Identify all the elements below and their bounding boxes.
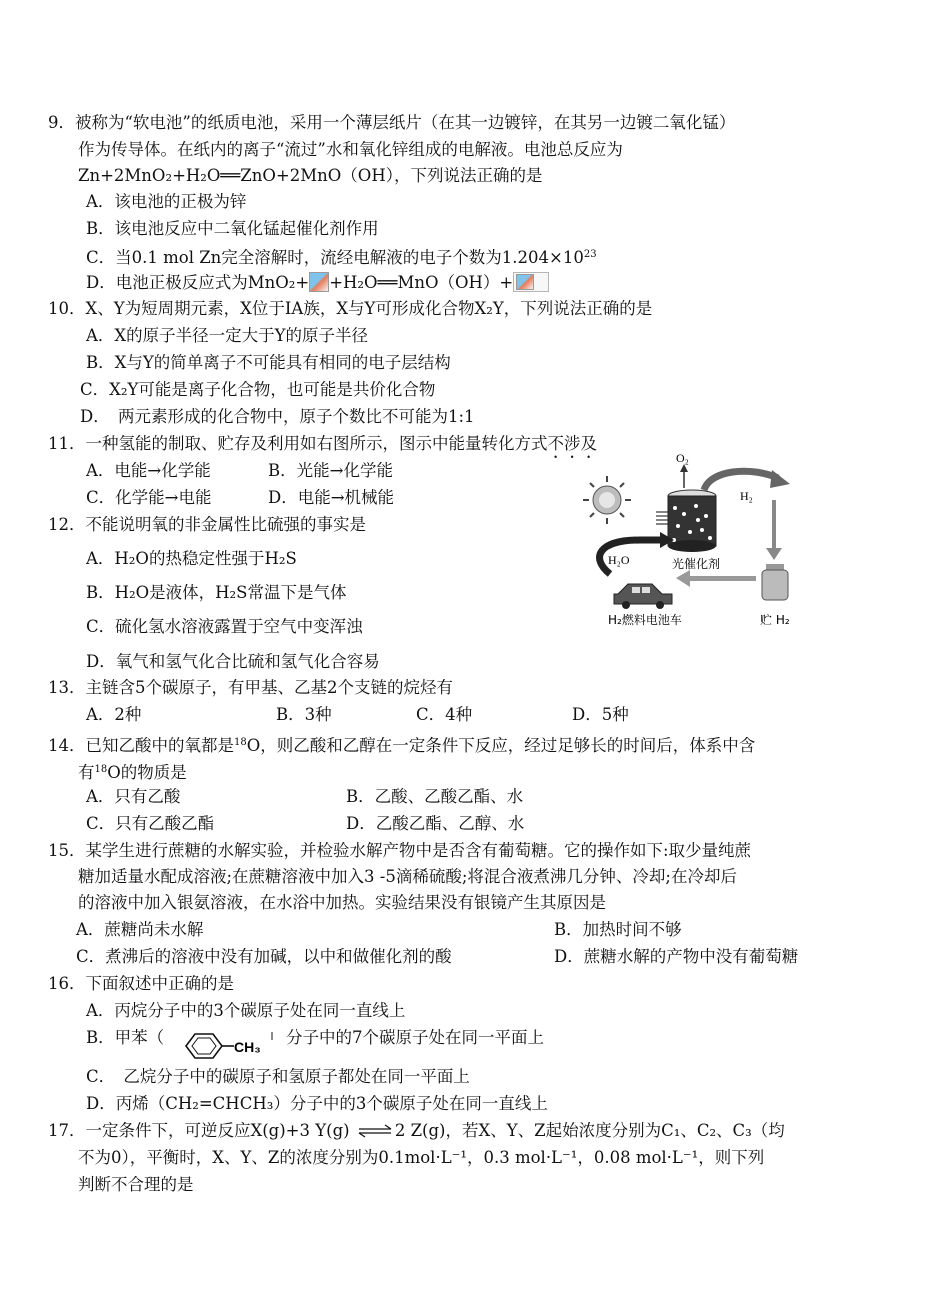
q15-option-c: C．煮沸后的溶液中没有加碱，以中和做催化剂的酸 bbox=[76, 947, 452, 966]
q13-option-d: D．5种 bbox=[572, 705, 629, 724]
q15-option-a: A．蔗糖尚未水解 bbox=[76, 920, 204, 939]
car-label: H₂燃料电池车 bbox=[608, 613, 682, 627]
q14-option-a: A．只有乙酸 bbox=[86, 787, 181, 806]
q16-option-d: D．丙烯（CH₂=CHCH₃）分子中的3个碳原子处在同一直线上 bbox=[86, 1094, 548, 1113]
q10-option-b: B．X与Y的简单离子不可能具有相同的电子层结构 bbox=[86, 353, 451, 372]
q15-stem-line3: 的溶液中加入银氨溶液，在水浴中加热。实验结果没有银镜产生其原因是 bbox=[78, 893, 606, 912]
q9-option-c-text: C．当0.1 mol Zn完全溶解时，流经电解液的电子个数为1.204×10 bbox=[86, 248, 584, 267]
q12-option-a: A．H₂O的热稳定性强于H₂S bbox=[86, 549, 297, 568]
q14-isotope1: 18 bbox=[234, 737, 247, 748]
arrowhead-icon bbox=[766, 548, 782, 560]
q11-option-a: A．电能→化学能 bbox=[86, 461, 211, 480]
broken-image-icon bbox=[513, 272, 549, 292]
q13-option-a: A．2种 bbox=[86, 705, 142, 724]
q12-option-b: B．H₂O是液体，H₂S常温下是气体 bbox=[86, 583, 347, 602]
q9-stem-line3: Zn+2MnO₂+H₂O══ZnO+2MnO（OH），下列说法正确的是 bbox=[78, 166, 543, 185]
o2-label: O₂ bbox=[676, 451, 689, 465]
q11-stem-text: 11．一种氢能的制取、贮存及利用如右图所示，图示中能量转化方式 bbox=[48, 434, 548, 453]
q11-option-b: B．光能→化学能 bbox=[268, 461, 393, 480]
q9-stem-line1: 9．被称为“软电池”的纸质电池，采用一个薄层纸片（在其一边镀锌，在其另一边镀二氧化锰） bbox=[48, 113, 736, 132]
q14-text3: 有 bbox=[78, 763, 95, 782]
q15-stem-line2: 糖加适量水配成溶液;在蔗糖溶液中加入3 -5滴稀硫酸;将混合液煮沸几分钟、冷却;在冷却后 bbox=[78, 867, 737, 886]
toluene-structure bbox=[176, 1028, 276, 1064]
q10-option-a: A．X的原子半径一定大于Y的原子半径 bbox=[86, 326, 369, 345]
arrowhead-icon bbox=[676, 570, 690, 587]
q16-option-b-label: B．甲苯（ bbox=[86, 1028, 165, 1047]
q13-option-b: B．3种 bbox=[276, 705, 332, 724]
q15-option-b: B．加热时间不够 bbox=[554, 920, 682, 939]
h2-label: H₂ bbox=[740, 489, 753, 503]
q17-stem-line2: 不为0），平衡时，X、Y、Z的浓度分别为0.1mol·L⁻¹，0.3 mol·L⁻¹，0.08 mol·L⁻¹，则下列 bbox=[78, 1148, 765, 1167]
q13-option-c: C．4种 bbox=[416, 705, 473, 724]
q12-option-c: C．硫化氢水溶液露置于空气中变浑浊 bbox=[86, 617, 363, 636]
q17-text1: 17．一定条件下，可逆反应X(g)+3 Y(g) bbox=[48, 1121, 350, 1140]
q14-isotope2: 18 bbox=[94, 764, 108, 775]
equilibrium-arrow-icon bbox=[355, 1124, 395, 1138]
q17-stem-line3: 判断不合理的是 bbox=[78, 1175, 194, 1194]
q16-stem: 16．下面叙述中正确的是 bbox=[48, 974, 234, 993]
hydrogen-tank-icon bbox=[762, 564, 788, 600]
q11-stem-emphasis: 不涉及 bbox=[547, 434, 597, 453]
arrowhead-icon bbox=[680, 464, 688, 472]
q14-stem-line1 bbox=[48, 733, 755, 756]
q11-option-d: D．电能→机械能 bbox=[268, 488, 395, 507]
down-arrow-shaft bbox=[772, 500, 776, 550]
arrowhead-icon bbox=[770, 470, 790, 488]
q9-stem-line2: 作为传导体。在纸内的离子“流过”水和氧化锌组成的电解液。电池总反应为 bbox=[78, 140, 623, 159]
q16-option-c: C． 乙烷分子中的碳原子和氢原子都处在同一平面上 bbox=[86, 1067, 470, 1086]
q10-stem: 10．X、Y为短周期元素，X位于IA族，X与Y可形成化合物X₂Y，下列说法正确的是 bbox=[48, 299, 653, 318]
q9-option-b: B．该电池反应中二氧化锰起催化剂作用 bbox=[86, 219, 379, 238]
q14-text2: O，则乙酸和乙醇在一定条件下反应，经过足够长的时间后，体系中含 bbox=[246, 736, 756, 755]
car-icon bbox=[614, 584, 672, 609]
q15-stem-line1: 15．某学生进行蔗糖的水解实验，并检验水解产物中是否含有葡萄糖。它的操作如下:取少量纯蔗 bbox=[48, 841, 752, 860]
q11-option-c: C．化学能→电能 bbox=[86, 488, 212, 507]
q9-option-d-text2: +H₂O══MnO（OH）+ bbox=[329, 273, 514, 292]
q17-text2: 2 Z(g)，若X、Y、Z起始浓度分别为C₁、C₂、C₃（均 bbox=[394, 1121, 785, 1140]
tank-to-car-arrow bbox=[686, 576, 756, 581]
q9-option-c-exponent: 23 bbox=[583, 249, 597, 260]
methyl-group-label: CH₃ bbox=[234, 1039, 261, 1055]
light-rays bbox=[656, 512, 668, 524]
q14-stem-line2 bbox=[78, 760, 187, 783]
h2-curved-arrow bbox=[704, 471, 778, 490]
q9-option-d-text1: D．电池正极反应式为MnO₂+ bbox=[86, 273, 310, 292]
sun-icon bbox=[583, 476, 631, 524]
q12-stem: 12．不能说明氧的非金属性比硫强的事实是 bbox=[48, 515, 366, 534]
q10-option-c: C．X₂Y可能是离子化合物，也可能是共价化合物 bbox=[80, 380, 436, 399]
q16-option-b-text: 分子中的7个碳原子处在同一平面上 bbox=[286, 1028, 544, 1047]
catalyst-label: 光催化剂 bbox=[672, 557, 721, 571]
q17-stem-line1 bbox=[48, 1121, 785, 1141]
q14-option-d: D．乙酸乙酯、乙醇、水 bbox=[346, 814, 525, 833]
q9-option-d bbox=[86, 272, 549, 293]
photocatalyst-reactor bbox=[668, 490, 716, 552]
broken-image-icon bbox=[309, 272, 329, 292]
q14-text4: O的物质是 bbox=[107, 763, 187, 782]
q9-option-c bbox=[86, 245, 597, 268]
hydrogen-cycle-figure bbox=[580, 448, 810, 638]
q15-option-d: D．蔗糖水解的产物中没有葡萄糖 bbox=[554, 947, 799, 966]
storage-label: 贮 H₂ bbox=[760, 613, 790, 627]
q14-text1: 14．已知乙酸中的氧都是 bbox=[48, 736, 234, 755]
h2o-label: H₂O bbox=[608, 553, 630, 567]
q9-option-a: A．该电池的正极为锌 bbox=[86, 192, 247, 211]
q12-option-d: D．氧气和氢气化合比硫和氢气化合容易 bbox=[86, 652, 380, 671]
q14-option-c: C．只有乙酸乙酯 bbox=[86, 814, 215, 833]
q16-option-a: A．丙烷分子中的3个碳原子处在同一直线上 bbox=[86, 1001, 406, 1020]
q11-stem bbox=[48, 434, 597, 462]
q14-option-b: B．乙酸、乙酸乙酯、水 bbox=[346, 787, 524, 806]
q10-option-d: D． 两元素形成的化合物中，原子个数比不可能为1:1 bbox=[80, 407, 475, 426]
q13-stem: 13．主链含5个碳原子，有甲基、乙基2个支链的烷烃有 bbox=[48, 678, 453, 697]
